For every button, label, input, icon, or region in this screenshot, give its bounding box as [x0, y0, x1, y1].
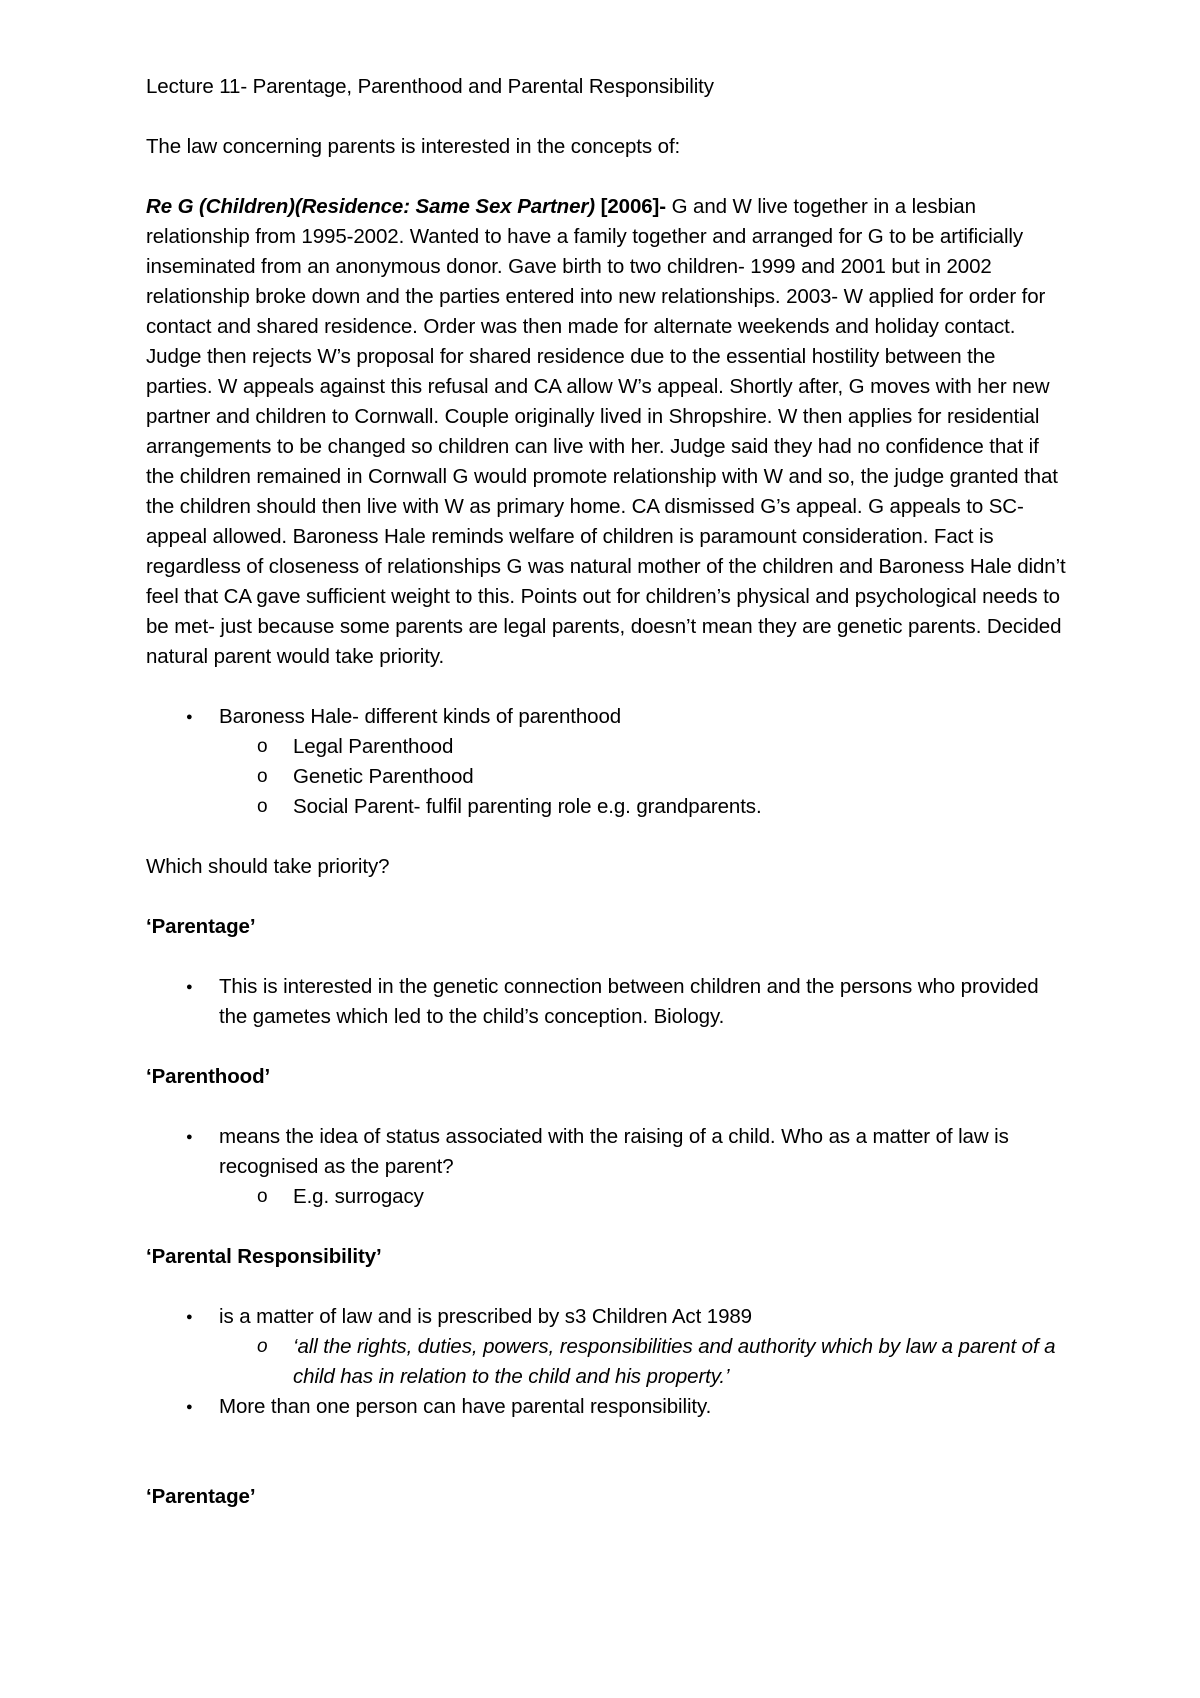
list-subitem: o Social Parent- fulfil parenting role e.g. grandparents. [146, 792, 1066, 822]
priority-question: Which should take priority? [146, 855, 390, 878]
list-item: ● Baroness Hale- different kinds of parenthood [146, 702, 1066, 732]
responsibility-list [146, 1302, 1066, 1422]
list-item: ● is a matter of law and is prescribed by s3 Children Act 1989 [146, 1302, 1066, 1332]
hale-list [146, 702, 1066, 822]
document-page [146, 72, 1066, 1542]
list-item: ● More than one person can have parental responsibility. [146, 1392, 1066, 1422]
spacer [146, 1422, 1066, 1482]
list-subitem: o Legal Parenthood [146, 732, 1066, 762]
list-item: ● This is interested in the genetic connection between children and the persons who provided the gametes which led to the child’s conception. Biology. [146, 972, 1066, 1032]
section-heading-parentage: ‘Parentage’ [146, 915, 256, 938]
parentage-list [146, 972, 1066, 1032]
list-subitem-quote: o ‘all the rights, duties, powers, responsibilities and authority which by law a parent of a child has in relation to the child and his property.’ [146, 1332, 1066, 1392]
intro-text: The law concerning parents is interested in the concepts of: [146, 135, 681, 158]
case-name: Re G (Children)(Residence: Same Sex Partner) [146, 195, 596, 218]
parenthood-list [146, 1122, 1066, 1212]
list-subitem: o E.g. surrogacy [146, 1182, 1066, 1212]
case-text: G and W live together in a lesbian relationship from 1995-2002. Wanted to have a family together and arranged for G to be artificially inseminated from an anonymous donor. Gave birth to two children- 1999 and 2001 but in 2002 relationship broke down and the parties entered into new relationships. 2003- W applied for order for contact and shared residence. Order was then made for alternate weekends and holiday contact. Judge then rejects W’s proposal for shared residence due to the essential hostility between the parties. W appeals against this refusal and CA allow W’s appeal. Shortly after, G moves with her new partner and children to Cornwall. Couple originally lived in Shropshire. W then applies for residential arrangements to be changed so children can live with her. Judge said they had no confidence that if the children remained in Cornwall G would promote relationship with W and so, the judge granted that the children should then live with W as primary home. CA dismissed G’s appeal. G appeals to SC- appeal allowed. Baroness Hale reminds welfare of children is paramount consideration. Fact is regardless of closeness of relationships G was natural mother of the children and Baroness Hale didn’t feel that CA gave sufficient weight to this. Points out for children’s physical and psychological needs to be met- just because some parents are legal parents, doesn’t mean they are genetic parents. Decided natural parent would take priority. [146, 195, 1066, 668]
lecture-title: Lecture 11- Parentage, Parenthood and Parental Responsibility [146, 75, 714, 98]
section-heading-parentage-2: ‘Parentage’ [146, 1485, 256, 1508]
case-year: [2006]- [600, 195, 667, 218]
list-item: ● means the idea of status associated with the raising of a child. Who as a matter of law is recognised as the parent? [146, 1122, 1066, 1182]
case-paragraph [146, 192, 1066, 672]
section-heading-parental-responsibility: ‘Parental Responsibility’ [146, 1245, 382, 1268]
section-heading-parenthood: ‘Parenthood’ [146, 1065, 271, 1088]
list-subitem: o Genetic Parenthood [146, 762, 1066, 792]
